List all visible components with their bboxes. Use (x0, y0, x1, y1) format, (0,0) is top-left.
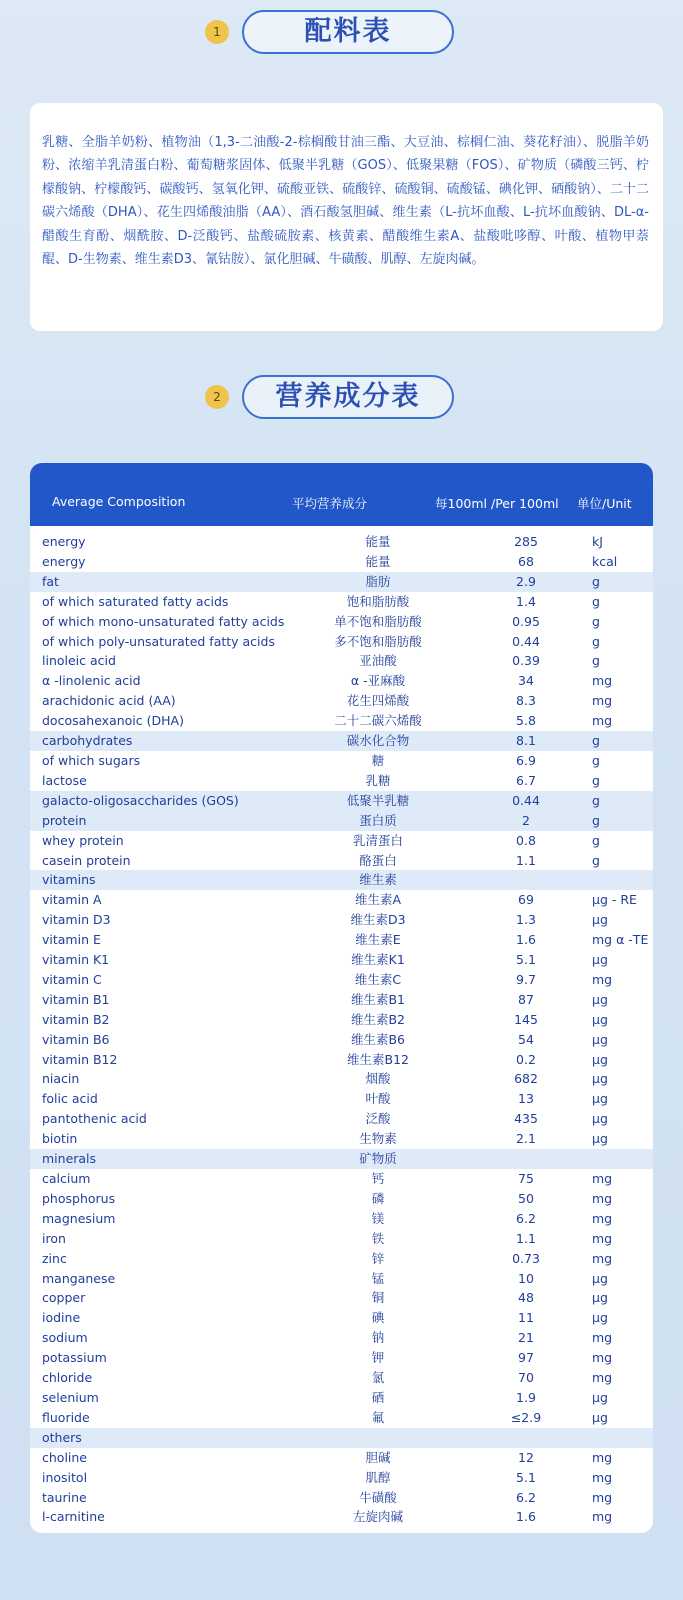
table-row (30, 890, 653, 910)
cell-chinese-name: 酪蛋白 (359, 852, 397, 868)
table-header (30, 463, 653, 526)
table-row (30, 1229, 653, 1249)
cell-value: 9.7 (516, 971, 536, 987)
cell-value: 0.73 (512, 1250, 540, 1266)
cell-chinese-name: 胆碱 (365, 1449, 391, 1465)
cell-chinese-name: 烟酸 (365, 1071, 391, 1087)
cell-chinese-name: 生物素 (359, 1131, 397, 1147)
cell-chinese-name: α -亚麻酸 (350, 673, 406, 689)
cell-english-name: fat (42, 573, 59, 589)
cell-value: 5.8 (516, 713, 536, 729)
cell-unit: mg (592, 1469, 613, 1485)
header-cn-composition: 平均营养成分 (292, 496, 368, 511)
cell-unit: g (592, 613, 600, 629)
cell-value: 11 (518, 1310, 534, 1326)
cell-value: 0.8 (516, 832, 536, 848)
cell-unit: μg (592, 1011, 608, 1027)
cell-unit: mg (592, 713, 613, 729)
cell-english-name: chloride (42, 1370, 93, 1386)
cell-value: 6.7 (516, 772, 536, 788)
section-badge-2: 2 (205, 385, 229, 409)
cell-english-name: vitamin B2 (42, 1011, 110, 1027)
cell-unit: μg (592, 1290, 608, 1306)
cell-chinese-name: 维生素D3 (350, 912, 406, 928)
cell-unit: μg (592, 952, 608, 968)
cell-unit: μg (592, 1409, 608, 1425)
cell-unit: mg (592, 1489, 613, 1505)
cell-value: 10 (518, 1270, 534, 1286)
cell-english-name: biotin (42, 1131, 78, 1147)
cell-english-name: of which mono-unsaturated fatty acids (42, 613, 285, 629)
cell-value: 2 (522, 812, 530, 828)
cell-english-name: taurine (42, 1489, 87, 1505)
table-row (30, 1249, 653, 1269)
cell-value: 1.1 (516, 852, 536, 868)
cell-english-name: vitamin B6 (42, 1031, 110, 1047)
table-row (30, 870, 653, 890)
cell-english-name: docosahexanoic (DHA) (42, 713, 184, 729)
cell-unit: g (592, 633, 600, 649)
cell-value: 1.6 (516, 932, 536, 948)
table-row (30, 930, 653, 950)
cell-unit: μg (592, 1071, 608, 1087)
cell-unit: g (592, 832, 600, 848)
table-row (30, 1010, 653, 1030)
cell-value: 682 (514, 1071, 538, 1087)
table-row (30, 532, 653, 552)
table-row (30, 1030, 653, 1050)
cell-chinese-name: 钠 (371, 1330, 385, 1346)
cell-value: 12 (518, 1449, 534, 1465)
ingredients-card (30, 103, 663, 331)
cell-chinese-name: 钾 (371, 1350, 385, 1366)
cell-english-name: sodium (42, 1330, 88, 1346)
cell-value: 70 (518, 1370, 534, 1386)
cell-english-name: iodine (42, 1310, 81, 1326)
cell-value: ≤2.9 (510, 1409, 542, 1425)
cell-english-name: vitamins (42, 872, 96, 888)
cell-value: 0.44 (512, 792, 540, 808)
cell-value: 1.6 (516, 1509, 536, 1525)
table-row (30, 572, 653, 592)
cell-value: 75 (518, 1171, 534, 1186)
cell-english-name: of which sugars (42, 752, 141, 768)
cell-chinese-name: 低聚半乳糖 (346, 792, 410, 808)
cell-chinese-name: 维生素B1 (350, 991, 406, 1007)
cell-chinese-name: 亚油酸 (359, 653, 397, 669)
cell-value: 68 (518, 553, 534, 569)
cell-unit: μg (592, 991, 608, 1007)
cell-value: 1.3 (516, 912, 536, 928)
cell-unit: μg (592, 1111, 608, 1127)
cell-value: 1.4 (516, 593, 536, 609)
cell-english-name: α -linolenic acid (42, 673, 141, 689)
table-row (30, 632, 653, 652)
cell-english-name: vitamin A (42, 892, 102, 908)
cell-value: 69 (518, 892, 534, 908)
section-title-nutrition: 营养成分表 (242, 375, 454, 419)
cell-chinese-name: 硒 (371, 1389, 385, 1405)
cell-english-name: magnesium (42, 1210, 116, 1226)
cell-value: 1.1 (516, 1230, 536, 1246)
cell-chinese-name: 肌醇 (365, 1469, 391, 1485)
table-row (30, 1169, 653, 1189)
cell-english-name: iron (42, 1230, 66, 1246)
cell-unit: μg (592, 912, 608, 928)
cell-unit: kJ (592, 534, 603, 549)
cell-chinese-name: 脂肪 (365, 573, 391, 589)
table-row (30, 552, 653, 572)
table-row (30, 1507, 653, 1527)
cell-value: 21 (518, 1330, 534, 1346)
table-row (30, 1069, 653, 1089)
table-row (30, 1149, 653, 1169)
cell-chinese-name: 乳清蛋白 (352, 832, 403, 848)
cell-english-name: arachidonic acid (AA) (42, 693, 176, 709)
cell-english-name: vitamin K1 (42, 952, 110, 968)
table-body (30, 526, 653, 1527)
cell-chinese-name: 铁 (371, 1230, 385, 1246)
cell-unit: mg (592, 1350, 613, 1366)
cell-unit: mg (592, 1509, 613, 1525)
table-row (30, 1408, 653, 1428)
cell-unit: mg (592, 1171, 613, 1186)
section-header-nutrition (0, 375, 683, 421)
cell-english-name: folic acid (42, 1091, 98, 1107)
table-row (30, 1328, 653, 1348)
cell-unit: mg (592, 1190, 613, 1206)
table-row (30, 831, 653, 851)
cell-chinese-name: 维生素K1 (351, 952, 405, 968)
cell-value: 145 (514, 1011, 538, 1027)
cell-value: 34 (518, 673, 534, 689)
cell-english-name: manganese (42, 1270, 116, 1286)
cell-english-name: phosphorus (42, 1190, 116, 1206)
cell-value: 0.39 (512, 653, 540, 669)
cell-english-name: selenium (42, 1389, 99, 1405)
cell-chinese-name: 氯 (371, 1370, 385, 1386)
cell-english-name: others (42, 1429, 82, 1445)
cell-chinese-name: 碳水化合物 (346, 733, 410, 749)
cell-unit: mg (592, 1370, 613, 1386)
cell-value: 6.2 (516, 1210, 536, 1226)
cell-english-name: galacto-oligosaccharides (GOS) (42, 792, 239, 808)
table-row (30, 910, 653, 930)
cell-chinese-name: 矿物质 (359, 1151, 397, 1167)
nutrition-table (30, 463, 653, 1533)
cell-unit: mg (592, 693, 613, 709)
header-per-100ml: 每100ml /Per 100ml (435, 496, 559, 511)
cell-value: 435 (514, 1111, 538, 1127)
cell-value: 8.3 (516, 693, 536, 709)
cell-unit: μg (592, 1051, 608, 1067)
cell-unit: g (592, 772, 600, 788)
cell-value: 1.9 (516, 1389, 536, 1405)
cell-chinese-name: 二十二碳六烯酸 (334, 713, 422, 729)
cell-value: 2.1 (516, 1131, 536, 1147)
cell-chinese-name: 单不饱和脂肪酸 (334, 613, 422, 629)
cell-chinese-name: 左旋肉碱 (352, 1509, 403, 1525)
ingredients-text: 乳糖、全脂羊奶粉、植物油（1,3-二油酸-2-棕榈酸甘油三酯、大豆油、棕榈仁油、葵花籽油）、脱脂羊奶粉、浓缩羊乳清蛋白粉、葡萄糖浆固体、低聚半乳糖（GOS）、低聚果糖（FOS）、矿物质（磷酸三钙、柠檬酸钠、柠檬酸钙、碳酸钙、氢氧化钾、硫酸亚铁、硫酸锌、硫酸铜、硫酸锰、碘化钾、硒酸钠）、二十二碳六烯酸（DHA）、花生四烯酸油脂（AA）、酒石酸氢胆碱、维生素（L-抗坏血酸、L-抗坏血酸钠、DL-α-醋酸生育酚、烟酰胺、D-泛酸钙、盐酸硫胺素、核黄素、醋酸维生素A、盐酸吡哆醇、叶酸、植物甲萘醌、D-生物素、维生素D3、氰钴胺）、氯化胆碱、牛磺酸、肌醇、左旋肉碱。 (42, 135, 649, 268)
cell-english-name: inositol (42, 1469, 88, 1485)
table-row (30, 1129, 653, 1149)
table-row (30, 1089, 653, 1109)
table-row (30, 731, 653, 751)
cell-english-name: protein (42, 812, 87, 828)
cell-chinese-name: 饱和脂肪酸 (346, 593, 410, 609)
cell-chinese-name: 维生素A (354, 892, 402, 908)
cell-unit: mg (592, 1330, 613, 1346)
cell-english-name: pantothenic acid (42, 1111, 147, 1127)
cell-unit: mg (592, 1210, 613, 1226)
cell-chinese-name: 维生素B2 (350, 1011, 406, 1027)
table-row (30, 1428, 653, 1448)
table-row (30, 1288, 653, 1308)
cell-unit: g (592, 852, 600, 868)
cell-value: 0.95 (512, 613, 540, 629)
cell-unit: mg (592, 971, 613, 987)
cell-english-name: vitamin C (42, 971, 102, 987)
cell-unit: g (592, 752, 600, 768)
cell-unit: g (592, 733, 600, 749)
cell-english-name: calcium (42, 1171, 91, 1186)
cell-chinese-name: 锌 (371, 1250, 385, 1266)
cell-chinese-name: 维生素C (354, 971, 402, 987)
header-average-composition: Average Composition (52, 494, 186, 509)
table-row (30, 1348, 653, 1368)
cell-chinese-name: 维生素B6 (350, 1031, 406, 1047)
table-row (30, 1308, 653, 1328)
cell-english-name: casein protein (42, 852, 131, 868)
cell-chinese-name: 能量 (365, 534, 391, 549)
cell-chinese-name: 钙 (371, 1171, 385, 1186)
cell-value: 5.1 (516, 952, 536, 968)
cell-unit: μg (592, 1389, 608, 1405)
table-row (30, 791, 653, 811)
cell-chinese-name: 糖 (371, 752, 385, 768)
section-badge-1: 1 (205, 20, 229, 44)
table-row (30, 1209, 653, 1229)
cell-value: 87 (518, 991, 534, 1007)
cell-value: 54 (518, 1031, 534, 1047)
cell-chinese-name: 乳糖 (365, 772, 391, 788)
cell-unit: μg (592, 1310, 608, 1326)
cell-unit: μg (592, 1131, 608, 1147)
cell-unit: g (592, 653, 600, 669)
cell-english-name: vitamin E (42, 932, 101, 948)
cell-chinese-name: 维生素E (355, 932, 401, 948)
cell-value: 0.2 (516, 1051, 536, 1067)
cell-chinese-name: 多不饱和脂肪酸 (334, 633, 422, 649)
cell-chinese-name: 铜 (371, 1290, 385, 1306)
cell-value: 8.1 (516, 733, 536, 749)
cell-unit: g (592, 792, 600, 808)
table-row (30, 970, 653, 990)
table-row (30, 1269, 653, 1289)
cell-value: 6.9 (516, 752, 536, 768)
cell-english-name: zinc (42, 1250, 67, 1266)
cell-chinese-name: 蛋白质 (359, 812, 397, 828)
table-row (30, 1189, 653, 1209)
table-row (30, 651, 653, 671)
cell-chinese-name: 锰 (371, 1270, 385, 1286)
cell-english-name: of which saturated fatty acids (42, 593, 229, 609)
cell-unit: mg (592, 1230, 613, 1246)
cell-value: 50 (518, 1190, 534, 1206)
section-header-ingredients (0, 10, 683, 56)
cell-unit: mg α -TE (592, 932, 649, 948)
cell-unit: mg (592, 673, 613, 689)
cell-unit: kcal (592, 553, 618, 569)
cell-english-name: energy (42, 534, 86, 549)
section-title-ingredients: 配料表 (242, 10, 454, 54)
cell-unit: g (592, 593, 600, 609)
cell-unit: mg (592, 1250, 613, 1266)
cell-unit: g (592, 573, 600, 589)
cell-english-name: niacin (42, 1071, 80, 1087)
table-row (30, 811, 653, 831)
table-row (30, 592, 653, 612)
table-row (30, 1388, 653, 1408)
cell-chinese-name: 维生素 (359, 872, 397, 888)
cell-unit: μg (592, 1270, 608, 1286)
cell-chinese-name: 镁 (371, 1210, 385, 1226)
cell-unit: g (592, 812, 600, 828)
cell-value: 48 (518, 1290, 534, 1306)
table-row (30, 671, 653, 691)
table-row (30, 990, 653, 1010)
table-row (30, 950, 653, 970)
cell-unit: μg (592, 1091, 608, 1107)
cell-english-name: lactose (42, 772, 87, 788)
table-row (30, 1448, 653, 1468)
cell-chinese-name: 氟 (371, 1409, 385, 1425)
table-row (30, 1468, 653, 1488)
cell-value: 6.2 (516, 1489, 536, 1505)
table-row (30, 751, 653, 771)
cell-english-name: of which poly-unsaturated fatty acids (42, 633, 275, 649)
cell-chinese-name: 牛磺酸 (359, 1489, 397, 1505)
cell-english-name: carbohydrates (42, 733, 133, 749)
cell-unit: mg (592, 1449, 613, 1465)
table-row (30, 1109, 653, 1129)
cell-value: 2.9 (516, 573, 536, 589)
cell-english-name: vitamin B12 (42, 1051, 118, 1067)
cell-chinese-name: 碘 (371, 1310, 385, 1326)
table-row (30, 1368, 653, 1388)
cell-chinese-name: 能量 (365, 553, 391, 569)
cell-english-name: minerals (42, 1151, 97, 1167)
header-unit: 单位/Unit (577, 496, 632, 511)
cell-unit: μg - RE (592, 892, 637, 908)
cell-english-name: linoleic acid (42, 653, 116, 669)
cell-unit: μg (592, 1031, 608, 1047)
cell-value: 13 (518, 1091, 534, 1107)
table-row (30, 851, 653, 871)
table-row (30, 612, 653, 632)
cell-english-name: l-carnitine (42, 1509, 105, 1525)
table-row (30, 711, 653, 731)
cell-chinese-name: 磷 (371, 1190, 385, 1206)
cell-english-name: energy (42, 553, 86, 569)
cell-english-name: choline (42, 1449, 88, 1465)
cell-chinese-name: 花生四烯酸 (346, 693, 410, 709)
cell-english-name: vitamin D3 (42, 912, 111, 928)
cell-english-name: copper (42, 1290, 86, 1306)
cell-english-name: vitamin B1 (42, 991, 110, 1007)
cell-value: 97 (518, 1350, 534, 1366)
table-row (30, 771, 653, 791)
table-row (30, 1050, 653, 1070)
cell-chinese-name: 泛酸 (365, 1111, 391, 1127)
cell-english-name: whey protein (42, 832, 124, 848)
cell-chinese-name: 叶酸 (365, 1091, 391, 1107)
cell-value: 285 (514, 534, 538, 549)
table-row (30, 1488, 653, 1508)
cell-english-name: fluoride (42, 1409, 90, 1425)
cell-value: 0.44 (512, 633, 540, 649)
cell-value: 5.1 (516, 1469, 536, 1485)
table-row (30, 691, 653, 711)
cell-english-name: potassium (42, 1350, 107, 1366)
cell-chinese-name: 维生素B12 (347, 1051, 409, 1067)
